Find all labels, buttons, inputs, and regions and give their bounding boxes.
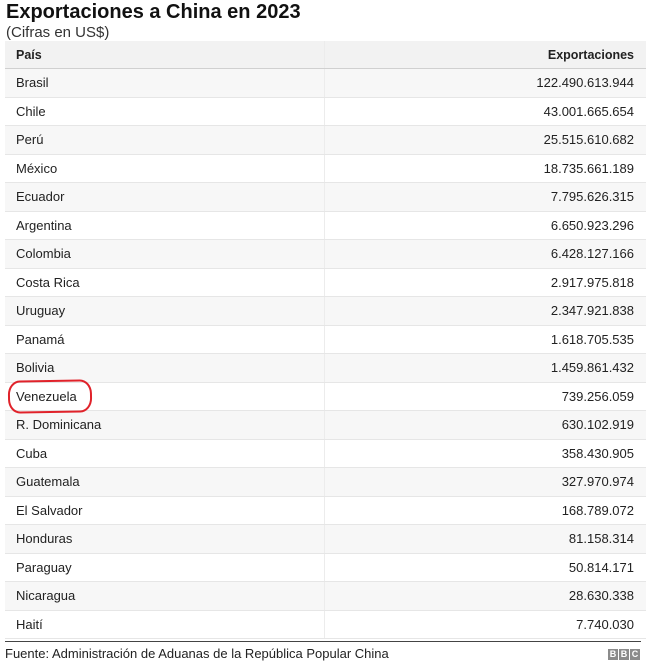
country-cell: Chile [5,98,325,126]
table-row [5,411,646,440]
exports-value-cell: 630.102.919 [561,417,634,433]
table-row [5,98,646,127]
table-row [5,240,646,269]
country-cell: Haití [5,611,325,639]
table-row [5,354,646,383]
country-cell: Paraguay [5,554,325,582]
table-row [5,155,646,184]
exports-value-cell: 2.917.975.818 [550,274,634,290]
table-row [5,525,646,554]
country-cell: Cuba [5,440,325,468]
table-row [5,611,646,640]
table-row [5,468,646,497]
table-row [5,383,646,412]
country-cell: Brasil [5,69,325,97]
table-row [5,212,646,241]
country-cell: México [5,155,325,183]
table-row [5,297,646,326]
column-header-country: País [5,41,325,68]
exports-value-cell: 739.256.059 [561,388,634,404]
table-header-row [5,41,646,69]
exports-value-cell: 6.428.127.166 [550,246,634,262]
exports-value-cell: 7.795.626.315 [550,189,634,205]
country-cell: Nicaragua [5,582,325,610]
country-cell: El Salvador [5,497,325,525]
exports-value-cell: 1.459.861.432 [550,360,634,376]
highlight-circle [8,379,93,413]
table-row [5,126,646,155]
table-row [5,440,646,469]
column-header-exports: Exportaciones [547,47,634,62]
exports-table [5,41,646,639]
country-cell: Costa Rica [5,269,325,297]
country-cell: Perú [5,126,325,154]
bbc-logo-letter: B [620,649,628,659]
table-row [5,497,646,526]
country-cell: Guatemala [5,468,325,496]
exports-value-cell: 28.630.338 [568,588,634,604]
table-row [5,326,646,355]
chart-title: Exportaciones a China en 2023 [6,1,301,23]
exports-value-cell: 2.347.921.838 [550,303,634,319]
country-cell: Bolivia [5,354,325,382]
country-cell: Panamá [5,326,325,354]
table-row [5,554,646,583]
country-cell: Uruguay [5,297,325,325]
chart-subtitle: (Cifras en US$) [6,24,110,41]
bbc-logo-letter: B [609,649,617,659]
country-cell: Ecuador [5,183,325,211]
source-note: Fuente: Administración de Aduanas de la República Popular China [5,646,389,661]
country-cell: R. Dominicana [5,411,325,439]
exports-value-cell: 43.001.665.654 [543,103,634,119]
exports-value-cell: 81.158.314 [568,531,634,547]
exports-value-cell: 168.789.072 [561,502,634,518]
exports-value-cell: 327.970.974 [561,474,634,490]
table-row [5,183,646,212]
exports-value-cell: 1.618.705.535 [550,331,634,347]
exports-value-cell: 50.814.171 [568,559,634,575]
table-row [5,269,646,298]
bbc-logo-letter: C [631,649,639,659]
exports-value-cell: 122.490.613.944 [536,75,634,91]
table-row [5,582,646,611]
exports-value-cell: 6.650.923.296 [550,217,634,233]
table-row [5,69,646,98]
country-cell: Colombia [5,240,325,268]
exports-value-cell: 358.430.905 [561,445,634,461]
country-cell: Venezuela [5,383,325,411]
exports-value-cell: 7.740.030 [576,616,634,632]
exports-value-cell: 25.515.610.682 [543,132,634,148]
footer-divider [5,641,641,642]
bbc-logo [608,649,640,660]
exports-value-cell: 18.735.661.189 [543,160,634,176]
country-cell: Argentina [5,212,325,240]
country-cell: Honduras [5,525,325,553]
